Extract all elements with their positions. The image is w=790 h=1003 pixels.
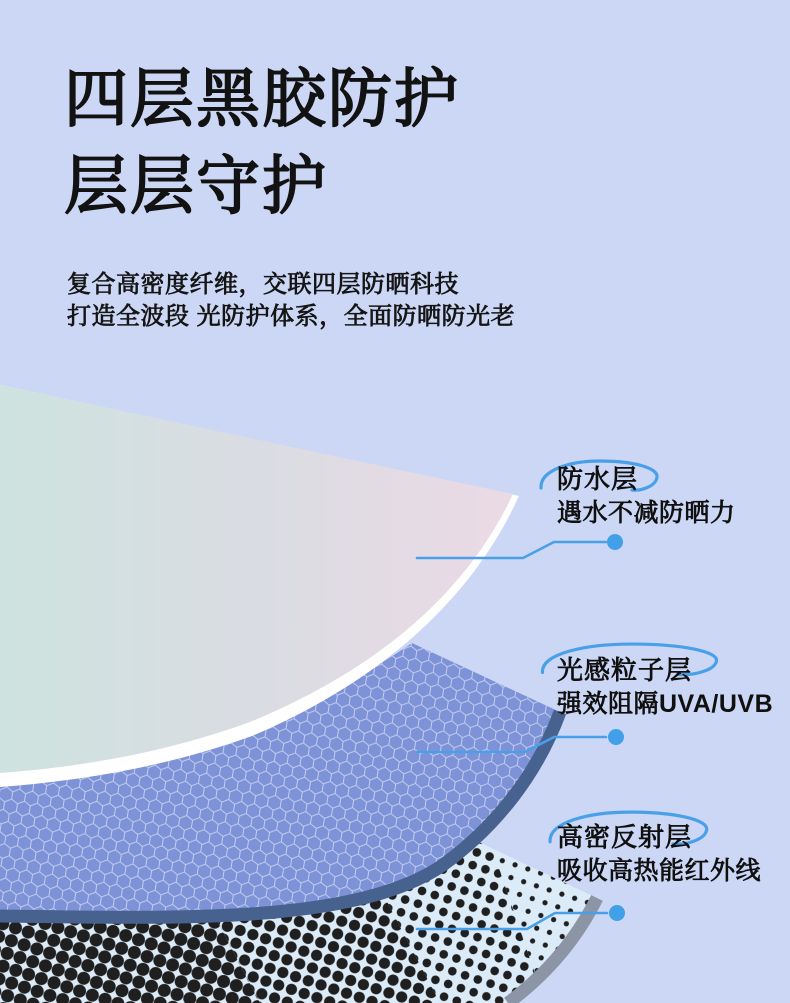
subtitle-line-1: 复合高密度纤维，交联四层防晒科技 <box>67 271 459 298</box>
callout-dot-waterproof <box>607 534 623 550</box>
callout-dot-reflective <box>609 905 625 921</box>
callout-particle-layer <box>557 654 773 720</box>
title-line-2: 层层守护 <box>64 150 328 222</box>
callout-waterproof-description: 遇水不减防晒力 <box>557 499 736 527</box>
page-title <box>64 56 460 230</box>
page-subtitle <box>67 269 515 333</box>
callout-dot-particle <box>608 729 624 745</box>
callout-reflective-description: 吸收高热能红外线 <box>557 857 762 885</box>
callout-waterproof-layer <box>557 463 736 529</box>
callout-reflective-layer <box>557 821 761 887</box>
callout-reflective-name: 高密反射层 <box>557 822 693 852</box>
subtitle-line-2: 打造全波段 光防护体系，全面防晒防光老 <box>67 303 516 330</box>
callout-waterproof-name: 防水层 <box>557 464 639 494</box>
callout-particle-description: 强效阻隔UVA/UVB <box>557 690 774 718</box>
callout-particle-name: 光感粒子层 <box>557 655 693 685</box>
title-line-1: 四层黑胶防护 <box>64 63 460 135</box>
